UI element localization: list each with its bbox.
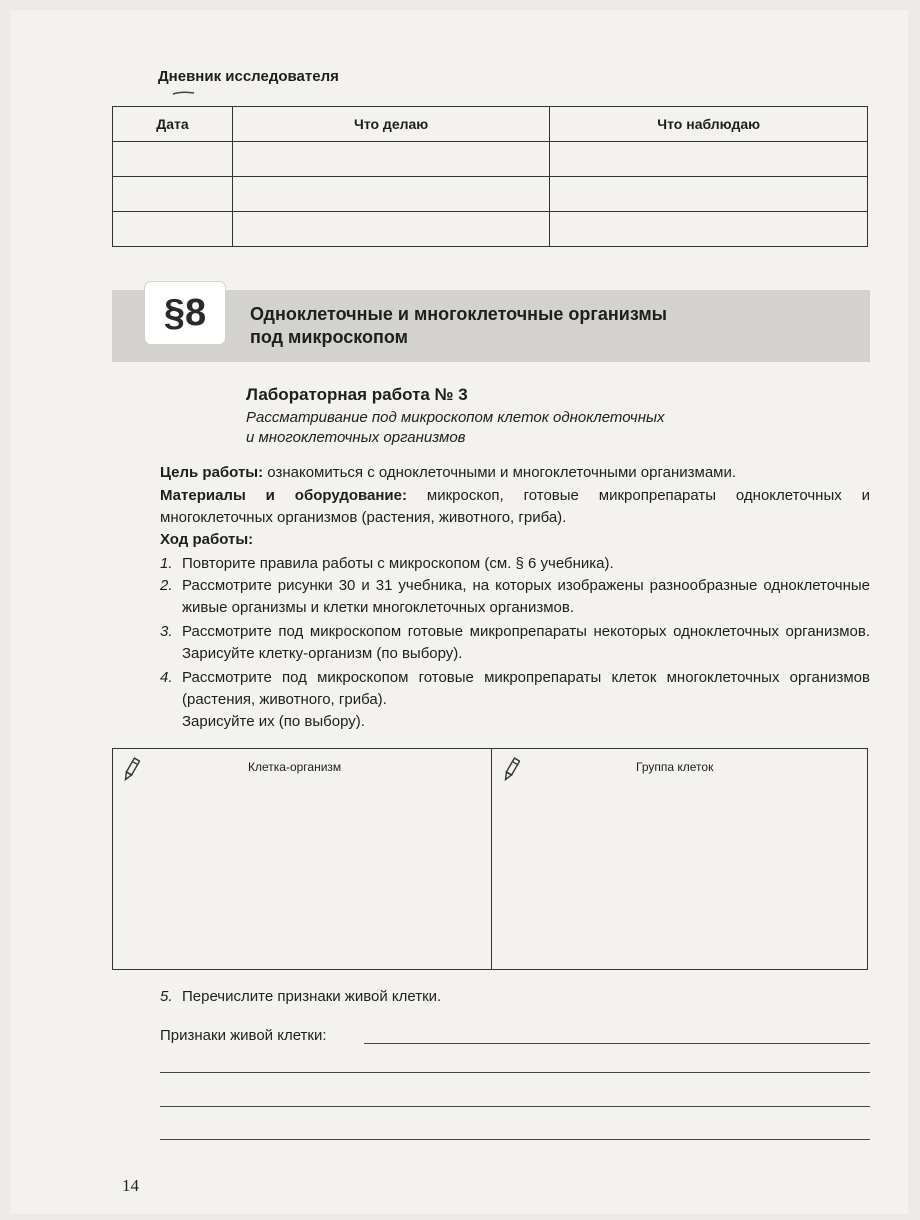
drawing-header-cell-organism: Клетка-организм: [248, 760, 342, 774]
diary-table: [112, 106, 868, 247]
diary-cell-doing[interactable]: [232, 177, 550, 212]
drawing-area-cell-group[interactable]: [493, 778, 867, 968]
materials-label: Материалы и оборудование:: [160, 487, 407, 504]
diary-cell-observing[interactable]: [550, 212, 868, 247]
goal-label: Цель работы:: [160, 464, 264, 481]
answer-label: Признаки живой клетки:: [160, 1027, 327, 1044]
lab-subtitle-line1: Рассматривание под микроскопом клеток одноклеточных: [246, 409, 665, 426]
materials-text: микроскоп, готовые микропрепараты одноклеточных и многоклеточных организмов (растения, животного, гриба).: [160, 487, 870, 526]
diary-header-observing: Что наблюдаю: [550, 107, 868, 142]
section-title-line1: Одноклеточные и многоклеточные организмы: [250, 304, 668, 324]
table-row: [113, 142, 868, 177]
diary-cell-date[interactable]: [113, 177, 233, 212]
answer-line[interactable]: [364, 1043, 870, 1044]
diary-header-doing: Что делаю: [232, 107, 550, 142]
diary-cell-doing[interactable]: [232, 142, 550, 177]
diary-cell-observing[interactable]: [550, 142, 868, 177]
lab-title: Лабораторная работа № 3: [246, 385, 468, 404]
diary-header-row: [113, 107, 868, 142]
step-text: Рассмотрите под микроскопом готовые микропрепараты клеток многоклеточных организмов (растения, животного, гриба). Зарисуйте их (по выбору).: [182, 669, 870, 730]
lab-goal: [160, 462, 736, 484]
section-title-line2: под микроскопом: [250, 327, 408, 347]
step-number: 1.: [160, 555, 173, 572]
list-item: [160, 621, 870, 665]
lab-subtitle: [246, 408, 664, 448]
lab-materials: [160, 485, 870, 529]
answer-line[interactable]: [160, 1106, 870, 1107]
section-title: [250, 303, 667, 349]
drawing-area-cell-organism[interactable]: [113, 778, 490, 968]
page-number: 14: [122, 1176, 139, 1195]
step-number: 2.: [160, 577, 173, 594]
drawing-header-cell-group: Группа клеток: [636, 760, 714, 774]
steps-label: Ход работы:: [160, 531, 254, 548]
step-text: Повторите правила работы с микроскопом (см. § 6 учебника).: [182, 555, 614, 572]
diary-title: Дневник исследователя: [158, 68, 339, 85]
lab-subtitle-line2: и многоклеточных организмов: [246, 429, 466, 446]
question-5: [160, 988, 441, 1005]
goal-text: ознакомиться с одноклеточными и многоклеточными организмами.: [263, 464, 737, 481]
step-extra-text: Зарисуйте их (по выбору).: [182, 713, 365, 730]
diary-cell-date[interactable]: [113, 142, 233, 177]
list-item: [160, 553, 870, 575]
answer-line[interactable]: [160, 1072, 870, 1073]
diary-header-date: Дата: [113, 107, 233, 142]
step-text: Рассмотрите под микроскопом готовые микропрепараты некоторых одноклеточных организмов. Зарисуйте клетку-организм (по выбору).: [182, 623, 870, 662]
table-row: [113, 177, 868, 212]
question-number: 5.: [160, 988, 173, 1005]
step-text: Рассмотрите рисунки 30 и 31 учебника, на которых изображены разнообразные одноклеточные живые организмы и клетки многоклеточных организмов.: [182, 577, 870, 616]
question-text: Перечислите признаки живой клетки.: [182, 988, 442, 1005]
answer-line[interactable]: [160, 1139, 870, 1140]
step-number: 4.: [160, 669, 173, 686]
diary-cell-date[interactable]: [113, 212, 233, 247]
table-row: [113, 212, 868, 247]
step-number: 3.: [160, 623, 173, 640]
list-item: [160, 575, 870, 619]
pen-mark-decoration: [172, 90, 196, 96]
list-item: [160, 667, 870, 733]
drawing-table-divider: [491, 748, 492, 970]
diary-cell-doing[interactable]: [232, 212, 550, 247]
diary-cell-observing[interactable]: [550, 177, 868, 212]
section-number: §8: [145, 282, 225, 344]
